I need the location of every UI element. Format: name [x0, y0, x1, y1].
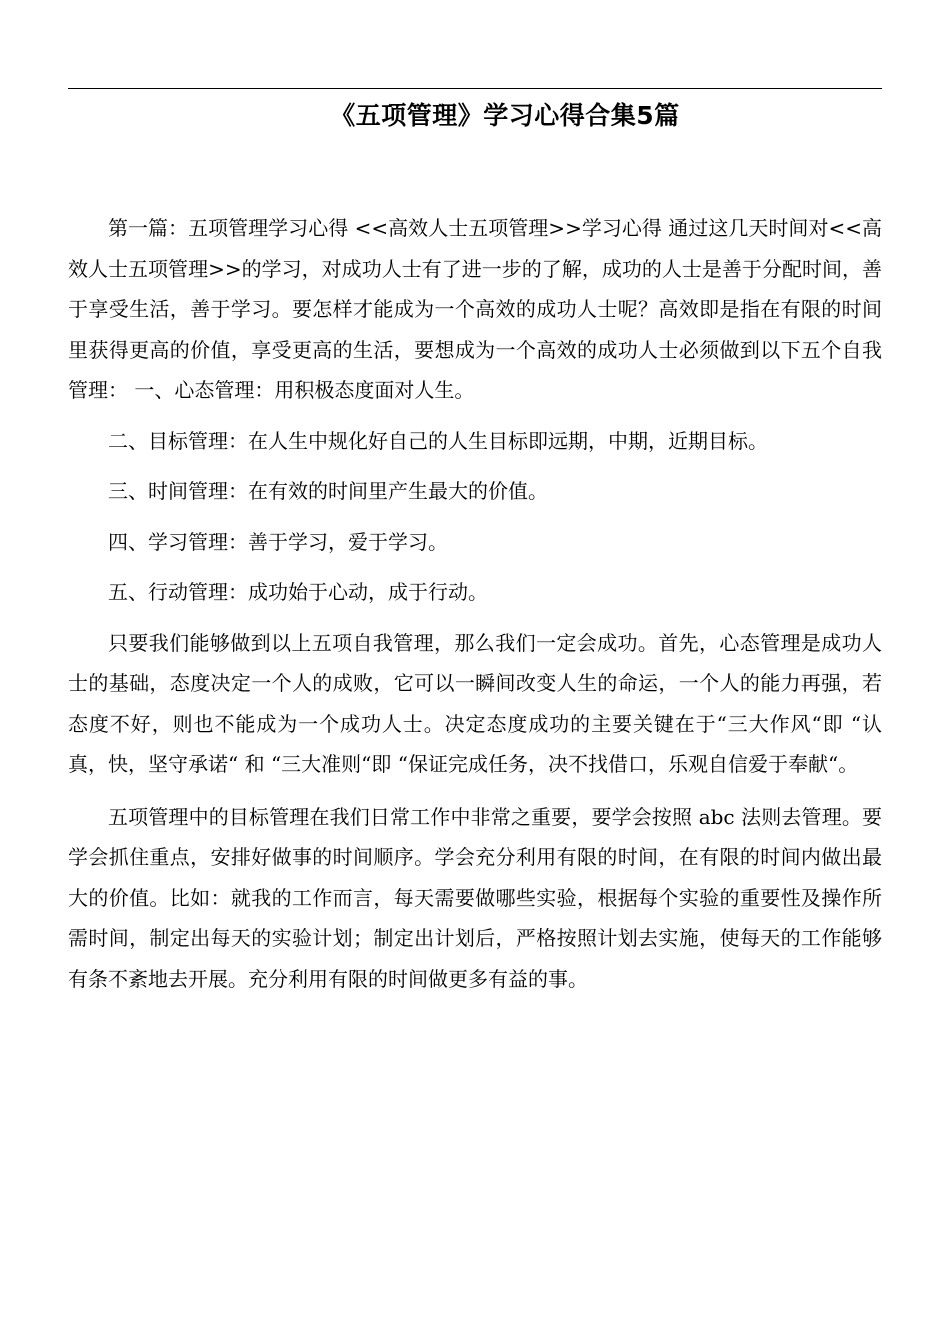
- paragraph-goal-detail: 五项管理中的目标管理在我们日常工作中非常之重要，要学会按照 abc 法则去管理。要学会抓住重点，安排好做事的时间顺序。学会充分利用有限的时间，在有限的时间内做出最大的价值。比如：就我的工作而言，每天需要做哪些实验，根据每个实验的重要性及操作所需时间，制定出每天的实验计划；制定出计划后，严格按照计划去实施，使每天的工作能够有条不紊地去开展。充分利用有限的时间做更多有益的事。: [68, 804, 882, 991]
- paragraph-learning-management: 四、学习管理：善于学习，爱于学习。: [108, 529, 448, 554]
- document-body: [68, 208, 882, 999]
- header-rule: [68, 88, 882, 89]
- paragraph-intro: 第一篇：五项管理学习心得 <<高效人士五项管理>>学习心得 通过这几天时间对<<高效人士五项管理>>的学习，对成功人士有了进一步的了解，成功的人士是善于分配时间，善于享受生活，善于学习。要怎样才能成为一个高效的成功人士呢？高效即是指在有限的时间里获得更高的价值，享受更高的生活，要想成为一个高效的成功人士必须做到以下五个自我管理： 一、心态管理：用积极态度面对人生。: [68, 216, 882, 402]
- paragraph-attitude: 只要我们能够做到以上五项自我管理，那么我们一定会成功。首先，心态管理是成功人士的基础，态度决定一个人的成败，它可以一瞬间改变人生的命运，一个人的能力再强，若态度不好，则也不能成为一个成功人士。决定态度成功的主要关键在于“三大作风“即 “认真，快，坚守承诺“ 和 “三大准则“即 “保证完成任务，决不找借口，乐观自信爱于奉献“。: [68, 630, 882, 776]
- paragraph-action-management: 五、行动管理：成功始于心动，成于行动。: [108, 580, 488, 604]
- paragraph-goal-management: 二、目标管理：在人生中规化好自己的人生目标即远期，中期，近期目标。: [108, 428, 768, 453]
- document-title: 《五项管理》学习心得合集5篇: [330, 101, 680, 130]
- paragraph-time-management: 三、时间管理：在有效的时间里产生最大的价值。: [108, 479, 548, 503]
